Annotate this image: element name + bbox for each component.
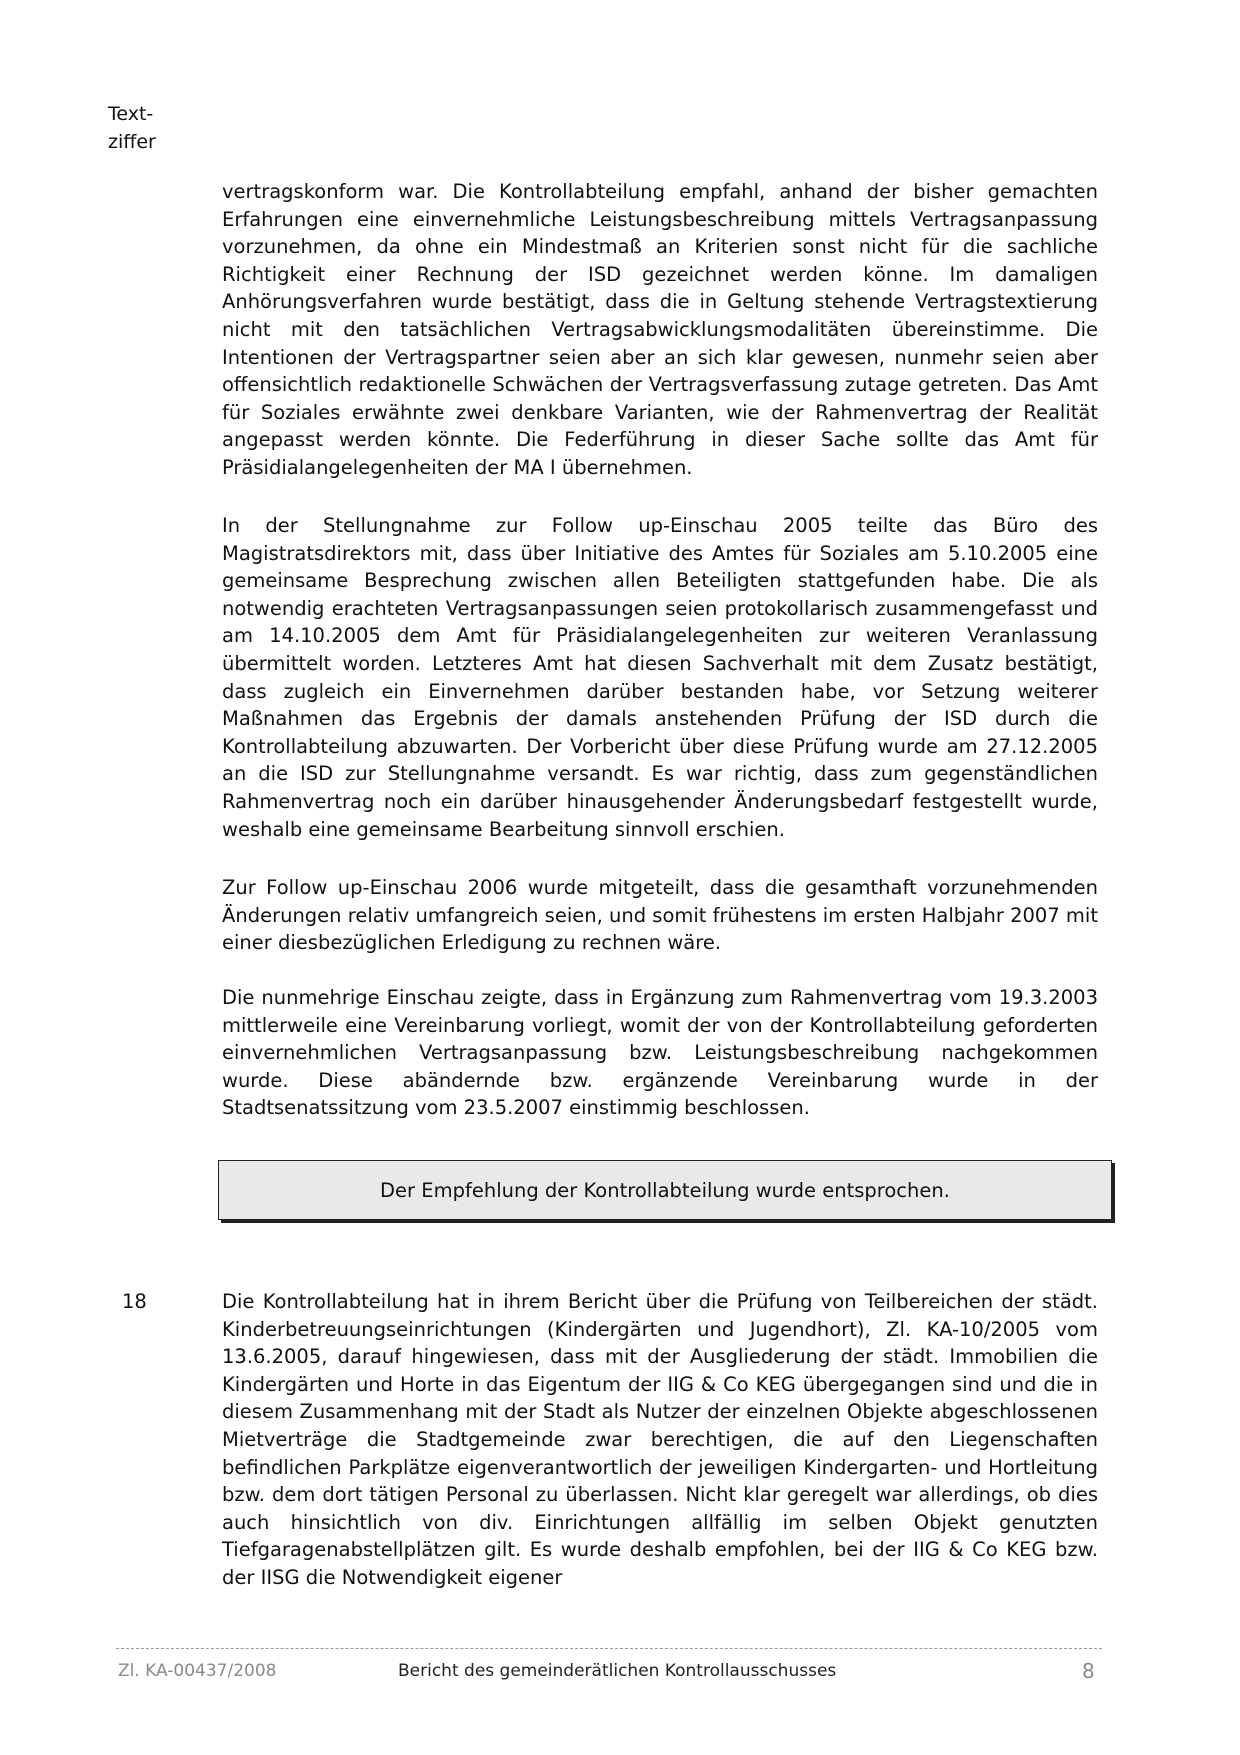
section-number: 18	[122, 1290, 147, 1313]
page-number: 8	[1082, 1659, 1095, 1683]
paragraph-follow-up-2006: Zur Follow up-Einschau 2006 wurde mitgeteilt, dass die gesamthaft vorzunehmenden Änderungen relativ umfangreich seien, und somit frühestens im ersten Halbjahr 2007 mit einer diesbezüglichen Erledigung zu rechnen wäre.	[222, 876, 1098, 955]
recommendation-result-text: Der Empfehlung der Kontrollabteilung wurde entsprochen.	[380, 1178, 950, 1202]
footer-title: Bericht des gemeinderätlichen Kontrollausschusses	[398, 1661, 837, 1681]
margin-header	[108, 100, 156, 156]
paragraph-current-review: Die nunmehrige Einschau zeigte, dass in Ergänzung zum Rahmenvertrag vom 19.3.2003 mittlerweile eine Vereinbarung vorliegt, womit der von der Kontrollabteilung geforderten einvernehmlichen Vertragsanpassung bzw. Leistungsbeschreibung nachgekommen wurde. Diese abändernde bzw. ergänzende Vereinbarung wurde in der Stadtsenatssitzung vom 23.5.2007 einstimmig beschlossen.	[222, 986, 1098, 1120]
paragraph-section-18: Die Kontrollabteilung hat in ihrem Bericht über die Prüfung von Teilbereichen der städt. Kinderbetreuungseinrichtungen (Kindergärten und Jugendhort), Zl. KA-10/2005 vom 13.6.2005, darauf hingewiesen, dass mit der Ausgliederung der städt. Immobilien die Kindergärten und Horte in das Eigentum der IIG & Co KEG übergegangen sind und die in diesem Zusammenhang mit der Stadt als Nutzer der einzelnen Objekte abgeschlossenen Mietverträge die Stadtgemeinde zwar berechtigen, die auf den Liegenschaften befindlichen Parkplätze eigenverantwortlich der jeweiligen Kindergarten- und Hortleitung bzw. dem dort tätigen Personal zu überlassen. Nicht klar geregelt war allerdings, ob dies auch hinsichtlich von div. Einrichtungen allfällig im selben Objekt genutzten Tiefgaragenabstellplätzen gilt. Es wurde deshalb empfohlen, bei der IIG & Co KEG bzw. der IISG die Notwendigkeit eigener	[222, 1290, 1098, 1589]
paragraph-follow-up-2005: In der Stellungnahme zur Follow up-Einschau 2005 teilte das Büro des Magistratsdirektors mit, dass über Initiative des Amtes für Soziales am 5.10.2005 eine gemeinsame Besprechung zwischen allen Beteiligten stattgefunden habe. Die als notwendig erachteten Vertragsanpassungen seien protokollarisch zusammengefasst und am 14.10.2005 dem Amt für Präsidialangelegenheiten zur weiteren Veranlassung übermittelt worden. Letzteres Amt hat diesen Sachverhalt mit dem Zusatz bestätigt, dass zugleich ein Einvernehmen darüber bestanden habe, vor Setzung weiterer Maßnahmen das Ergebnis der damals anstehenden Prüfung der ISD durch die Kontrollabteilung abzuwarten. Der Vorbericht über diese Prüfung wurde am 27.12.2005 an die ISD zur Stellungnahme versandt. Es war richtig, dass zum gegenständlichen Rahmenvertrag noch ein darüber hinausgehender Änderungsbedarf festgestellt wurde, weshalb eine gemeinsame Bearbeitung sinnvoll erschien.	[222, 514, 1098, 841]
paragraph-contract-conformity: vertragskonform war. Die Kontrollabteilung empfahl, anhand der bisher gemachten Erfahrungen eine einvernehmliche Leistungsbeschreibung mittels Vertragsanpassung vorzunehmen, da ohne ein Mindestmaß an Kriterien sonst nicht für die sachliche Richtigkeit einer Rechnung der ISD gezeichnet werden könne. Im damaligen Anhörungsverfahren wurde bestätigt, dass die in Geltung stehende Vertragstextierung nicht mit den tatsächlichen Vertragsabwicklungsmodalitäten übereinstimme. Die Intentionen der Vertragspartner seien aber an sich klar gewesen, nunmehr seien aber offensichtlich redaktionelle Schwächen der Vertragsverfassung zutage getreten. Das Amt für Soziales erwähnte zwei denkbare Varianten, wie der Rahmenvertrag der Realität angepasst werden könnte. Die Federführung in dieser Sache sollte das Amt für Präsidialangelegenheiten der MA I übernehmen.	[222, 180, 1098, 479]
footer-divider	[116, 1648, 1102, 1649]
footer-reference: Zl. KA-00437/2008	[118, 1661, 277, 1681]
margin-header-line-1: Text-	[108, 103, 154, 125]
margin-header-line-2: ziffer	[108, 131, 156, 153]
recommendation-result-box	[218, 1160, 1112, 1220]
